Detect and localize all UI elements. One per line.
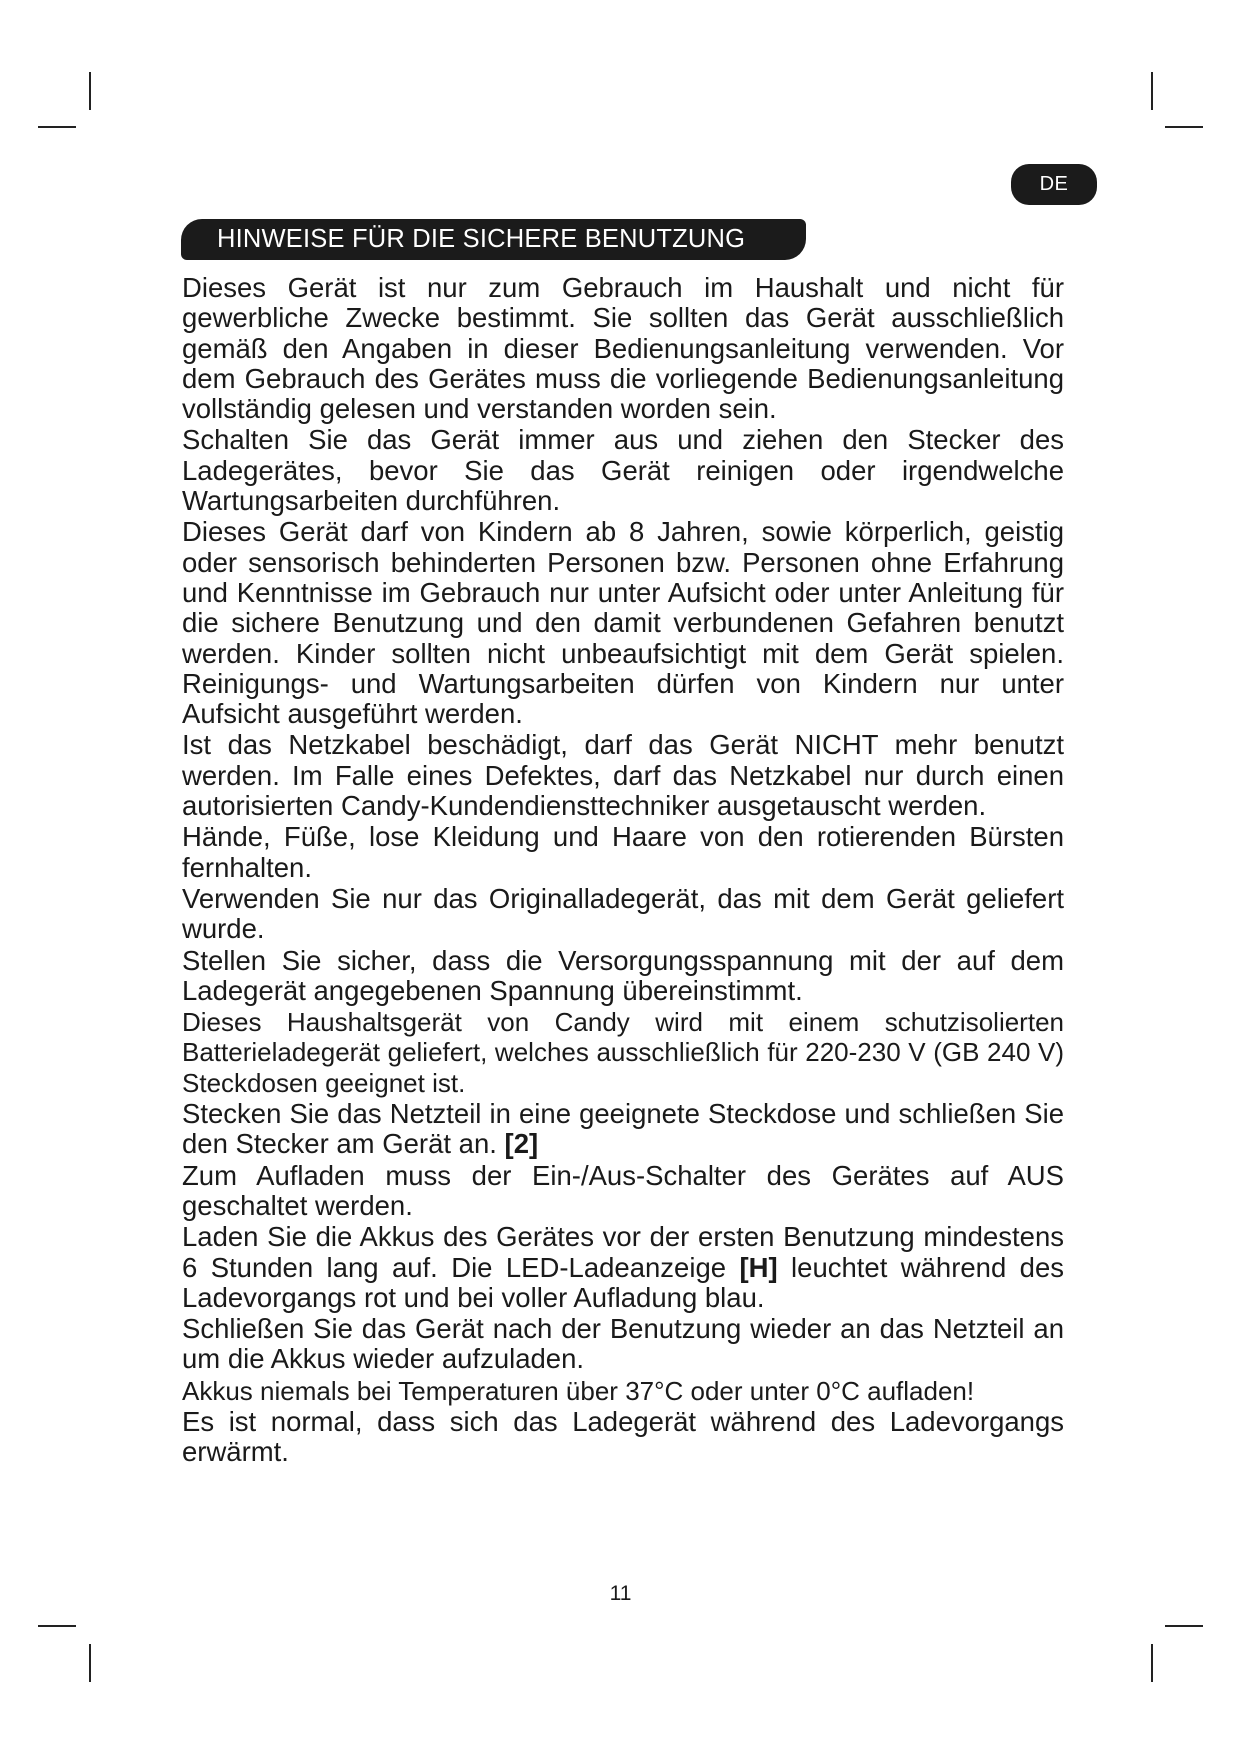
paragraph: Schalten Sie das Gerät immer aus und ziehen den Stecker des Ladegerätes, bevor Sie das Gerät reinigen oder irgendwelche Wartungsarbeiten durchführen. <box>182 424 1064 517</box>
paragraph: Akkus niemals bei Temperaturen über 37°C oder unter 0°C aufladen! <box>182 1375 975 1406</box>
page-number: 11 <box>609 1582 632 1605</box>
paragraph <box>182 1099 1064 1160</box>
paragraph: Hände, Füße, lose Kleidung und Haare von den rotierenden Bürsten fernhalten. <box>182 821 1064 883</box>
paragraph: Stellen Sie sicher, dass die Versorgungsspannung mit der auf dem Ladegerät angegebenen Spannung übereinstimmt. <box>182 944 1064 1006</box>
paragraph-text: Laden Sie die Akkus des Gerätes vor der ersten Benutzung mindestens 6 Stunden lang auf. Die LED-Ladeanzeige <box>182 1221 1064 1283</box>
led-reference: [H] <box>739 1251 778 1283</box>
section-title <box>181 219 806 260</box>
crop-mark <box>1151 72 1153 110</box>
crop-mark <box>89 72 91 110</box>
paragraph: Es ist normal, dass sich das Ladegerät während des Ladevorgangs erwärmt. <box>182 1405 1064 1468</box>
paragraph-text: Stecken Sie das Netzteil in eine geeignete Steckdose und schließen Sie den Stecker am Gerät an. <box>182 1098 1064 1160</box>
paragraph: Zum Aufladen muss der Ein-/Aus-Schalter des Gerätes auf AUS geschaltet werden. <box>182 1159 1064 1221</box>
crop-mark <box>38 126 76 128</box>
paragraph-text: leuchtet während des Ladevorgangs rot und bei voller Aufladung blau. <box>182 1251 1064 1313</box>
crop-mark <box>89 1644 91 1682</box>
figure-reference: [2] <box>504 1128 539 1160</box>
crop-mark <box>1151 1644 1153 1682</box>
section-title-text: HINWEISE FÜR DIE SICHERE BENUTZUNG <box>217 225 746 253</box>
paragraph: Dieses Haushaltsgerät von Candy wird mit einem schutzisolierten Batterieladegerät geliefert, welches ausschließlich für 220-230 V (GB 240 V) Steckdosen geeignet ist. <box>182 1007 1064 1098</box>
paragraph: Dieses Gerät darf von Kindern ab 8 Jahren, sowie körperlich, geistig oder sensorisch behinderten Personen bzw. Personen ohne Erfahrung und Kenntnisse im Gebrauch nur unter Aufsicht oder unter Anleitung für die sichere Benutzung und den damit verbundenen Gefahren benutzt werden. Kinder sollten nicht unbeaufsichtigt mit dem Gerät spielen. Reinigungs- und Wartungsarbeiten dürfen von Kindern nur unter Aufsicht ausgeführt werden. <box>182 516 1064 730</box>
crop-mark <box>38 1625 76 1627</box>
paragraph: Schließen Sie das Gerät nach der Benutzung wieder an das Netzteil an um die Akkus wieder aufzuladen. <box>182 1313 1064 1375</box>
paragraph: Dieses Gerät ist nur zum Gebrauch im Haushalt und nicht für gewerbliche Zwecke bestimmt. Sie sollten das Gerät ausschließlich gemäß den Angaben in dieser Bedienungsanleitung verwenden. Vor dem Gebrauch des Gerätes muss die vorliegende Bedienungsanleitung vollständig gelesen und verstanden worden sein. <box>182 272 1064 425</box>
language-badge: DE <box>1011 164 1097 205</box>
paragraph: Verwenden Sie nur das Originalladegerät, das mit dem Gerät geliefert wurde. <box>182 882 1064 945</box>
paragraph <box>182 1222 1064 1313</box>
paragraph: Ist das Netzkabel beschädigt, darf das Gerät NICHT mehr benutzt werden. Im Falle eines Defektes, darf das Netzkabel nur durch einen autorisierten Candy-Kundendiensttechniker ausgetauscht werden. <box>182 729 1064 822</box>
safety-instructions <box>182 273 1064 1468</box>
crop-mark <box>1165 126 1203 128</box>
crop-mark <box>1165 1625 1203 1627</box>
